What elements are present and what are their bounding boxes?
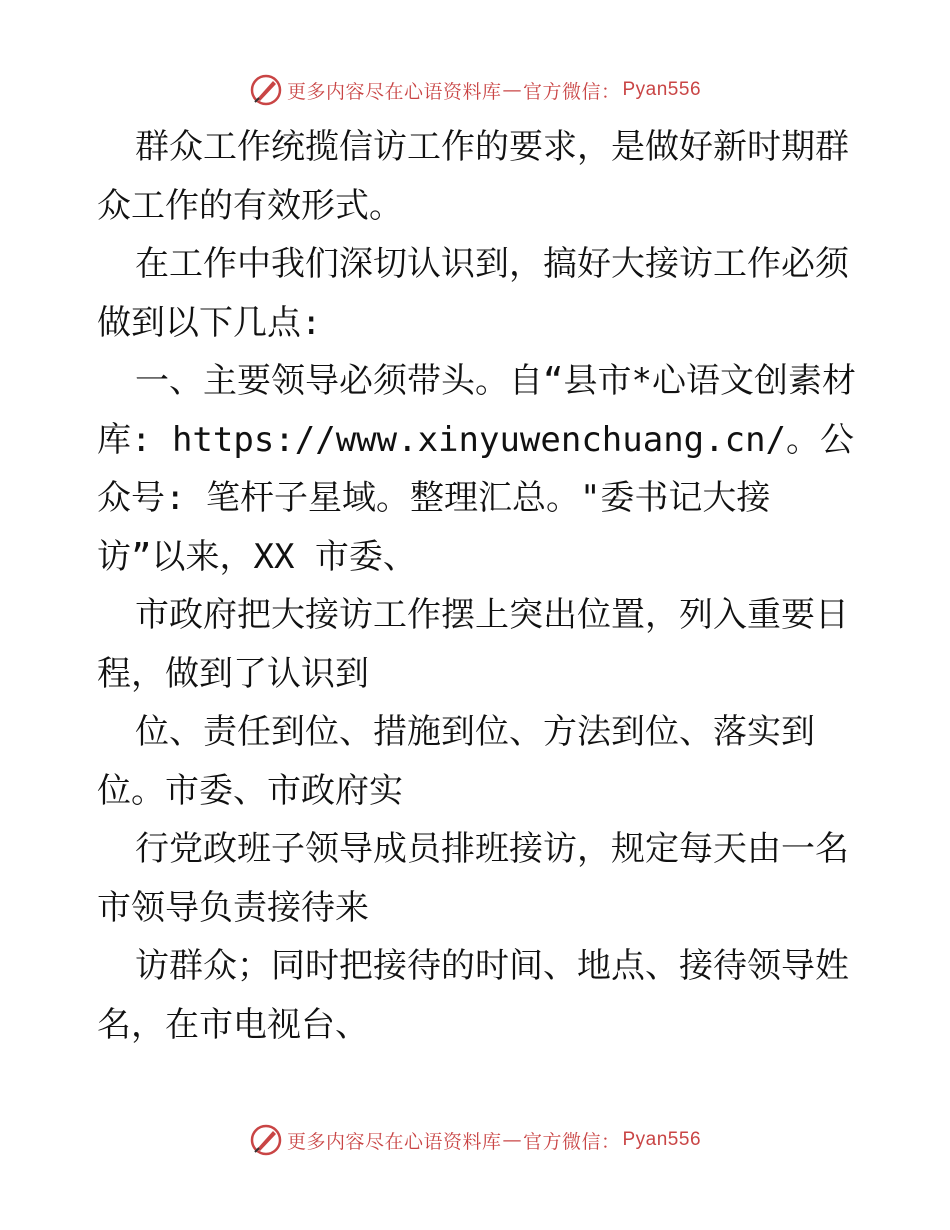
banner-separator: —: [502, 79, 522, 101]
paragraph: 行党政班子领导成员排班接访，规定每天由一名市领导负责接待来: [97, 829, 849, 928]
paragraph: 群众工作统揽信访工作的要求，是做好新时期群众工作的有效形式。: [97, 127, 849, 226]
banner-wechat-id: Pyan556: [622, 79, 702, 100]
paragraph: 一、主要领导必须带头。自“县市*心语文创素材库: https://www.xinyuwenchuang.cn/。公众号: 笔杆子星域。整理汇总。"委书记大接访”以来，XX 市委、: [97, 361, 856, 577]
banner-wechat-label: 官方微信：: [522, 80, 621, 103]
paragraph: 市政府把大接访工作摆上突出位置，列入重要日程，做到了认识到: [97, 595, 849, 694]
banner-wechat-id: Pyan556: [622, 1129, 702, 1150]
banner-text: 更多内容尽在心语资料库: [286, 80, 502, 103]
header-banner: [0, 70, 950, 110]
paragraph: 位、责任到位、措施到位、方法到位、落实到位。市委、市政府实: [97, 712, 815, 811]
quill-logo-icon: [249, 1123, 283, 1157]
banner-text: 更多内容尽在心语资料库: [286, 1130, 502, 1153]
paragraph: 访群众；同时把接待的时间、地点、接待领导姓名，在市电视台、: [97, 946, 849, 1045]
banner-separator: —: [502, 1129, 522, 1151]
document-body: [97, 118, 857, 1054]
banner-wechat-label: 官方微信：: [522, 1130, 621, 1153]
quill-logo-icon: [249, 73, 283, 107]
paragraph: 在工作中我们深切认识到，搞好大接访工作必须做到以下几点:: [97, 244, 849, 343]
footer-banner: [0, 1120, 950, 1160]
